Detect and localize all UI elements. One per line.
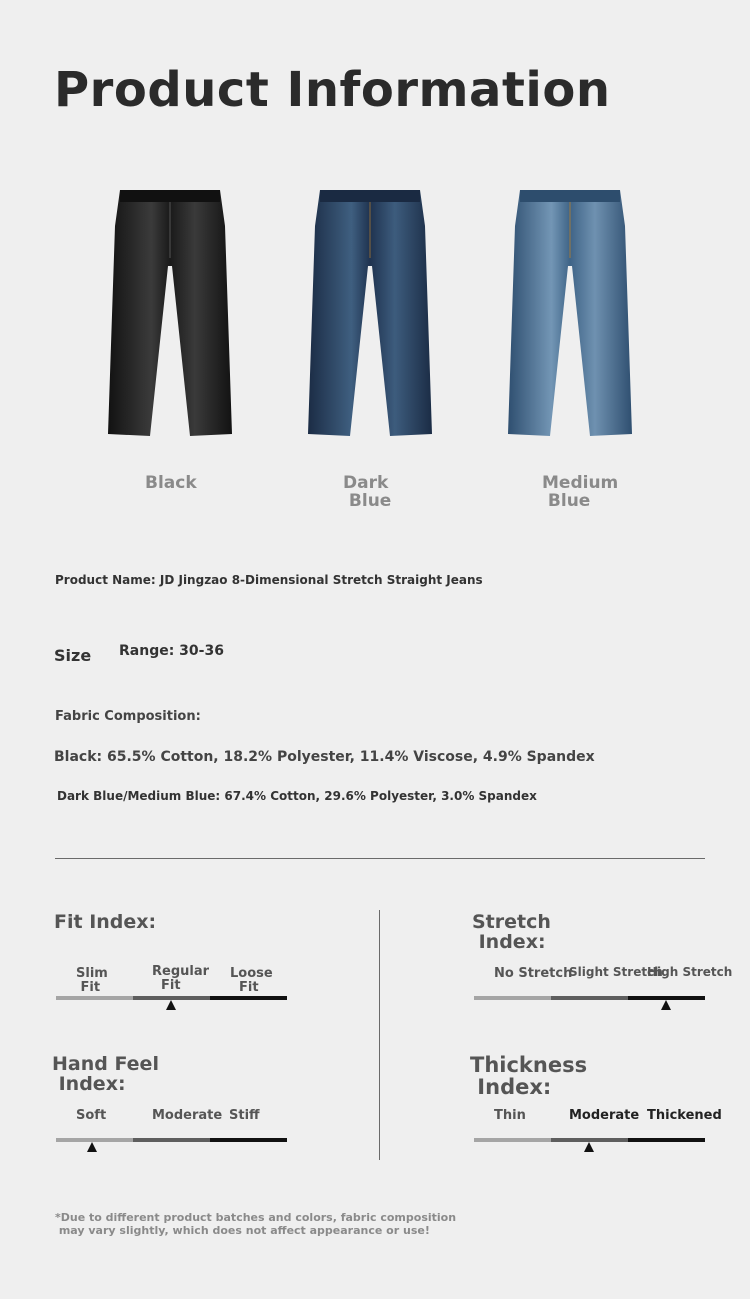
vertical-divider xyxy=(379,910,380,1160)
thickness-scale-seg-3 xyxy=(628,1138,705,1142)
page-title: Product Information xyxy=(54,62,611,118)
color-label-black: Black xyxy=(145,473,197,493)
stretch-option-slight: Slight Stretch xyxy=(569,965,663,979)
color-label-dark-blue: Dark Blue xyxy=(343,473,392,511)
fabric-blue: Dark Blue/Medium Blue: 67.4% Cotton, 29.6% Polyester, 3.0% Spandex xyxy=(57,789,537,803)
hand-feel-option-moderate: Moderate xyxy=(152,1108,223,1123)
thickness-option-thin: Thin xyxy=(494,1108,526,1123)
thickness-selected-marker xyxy=(584,1142,594,1152)
size-label: Size xyxy=(54,646,92,665)
jeans-image-black xyxy=(100,186,240,442)
color-label-medium-blue: Medium Blue xyxy=(542,473,619,511)
stretch-scale-seg-2 xyxy=(551,996,628,1000)
fit-scale-seg-1 xyxy=(56,996,133,1000)
stretch-option-high: High Stretch xyxy=(647,965,733,979)
fit-option-regular: Regular Fit xyxy=(152,964,210,993)
stretch-index-title: Stretch Index: xyxy=(472,911,551,953)
fit-index-title: Fit Index: xyxy=(54,911,157,933)
size-range: Range: 30-36 xyxy=(119,643,224,659)
thickness-option-moderate: Moderate xyxy=(569,1108,640,1123)
hand-feel-selected-marker xyxy=(87,1142,97,1152)
thickness-option-thickened: Thickened xyxy=(647,1108,722,1123)
thickness-scale-seg-1 xyxy=(474,1138,551,1142)
hand-feel-option-soft: Soft xyxy=(76,1108,107,1123)
hand-feel-scale-seg-2 xyxy=(133,1138,210,1142)
stretch-option-none: No Stretch xyxy=(494,966,573,981)
disclaimer-note: *Due to different product batches and colors, fabric composition may vary slightly, which does not affect appearance or use! xyxy=(55,1211,457,1237)
fit-selected-marker xyxy=(166,1000,176,1010)
fabric-black: Black: 65.5% Cotton, 18.2% Polyester, 11.4% Viscose, 4.9% Spandex xyxy=(54,749,595,765)
fit-option-loose: Loose Fit xyxy=(230,966,273,995)
stretch-selected-marker xyxy=(661,1000,671,1010)
jeans-image-dark-blue xyxy=(300,186,440,442)
product-name: Product Name: JD Jingzao 8-Dimensional Stretch Straight Jeans xyxy=(55,573,483,587)
fit-scale-seg-3 xyxy=(210,996,287,1000)
section-divider xyxy=(55,858,705,859)
thickness-index-title: Thickness Index: xyxy=(470,1053,588,1099)
hand-feel-scale-seg-3 xyxy=(210,1138,287,1142)
stretch-scale-seg-1 xyxy=(474,996,551,1000)
fabric-heading: Fabric Composition: xyxy=(55,709,201,724)
fit-option-slim: Slim Fit xyxy=(76,966,108,995)
hand-feel-index-title: Hand Feel Index: xyxy=(52,1053,159,1095)
jeans-image-medium-blue xyxy=(500,186,640,442)
hand-feel-option-stiff: Stiff xyxy=(229,1108,260,1123)
